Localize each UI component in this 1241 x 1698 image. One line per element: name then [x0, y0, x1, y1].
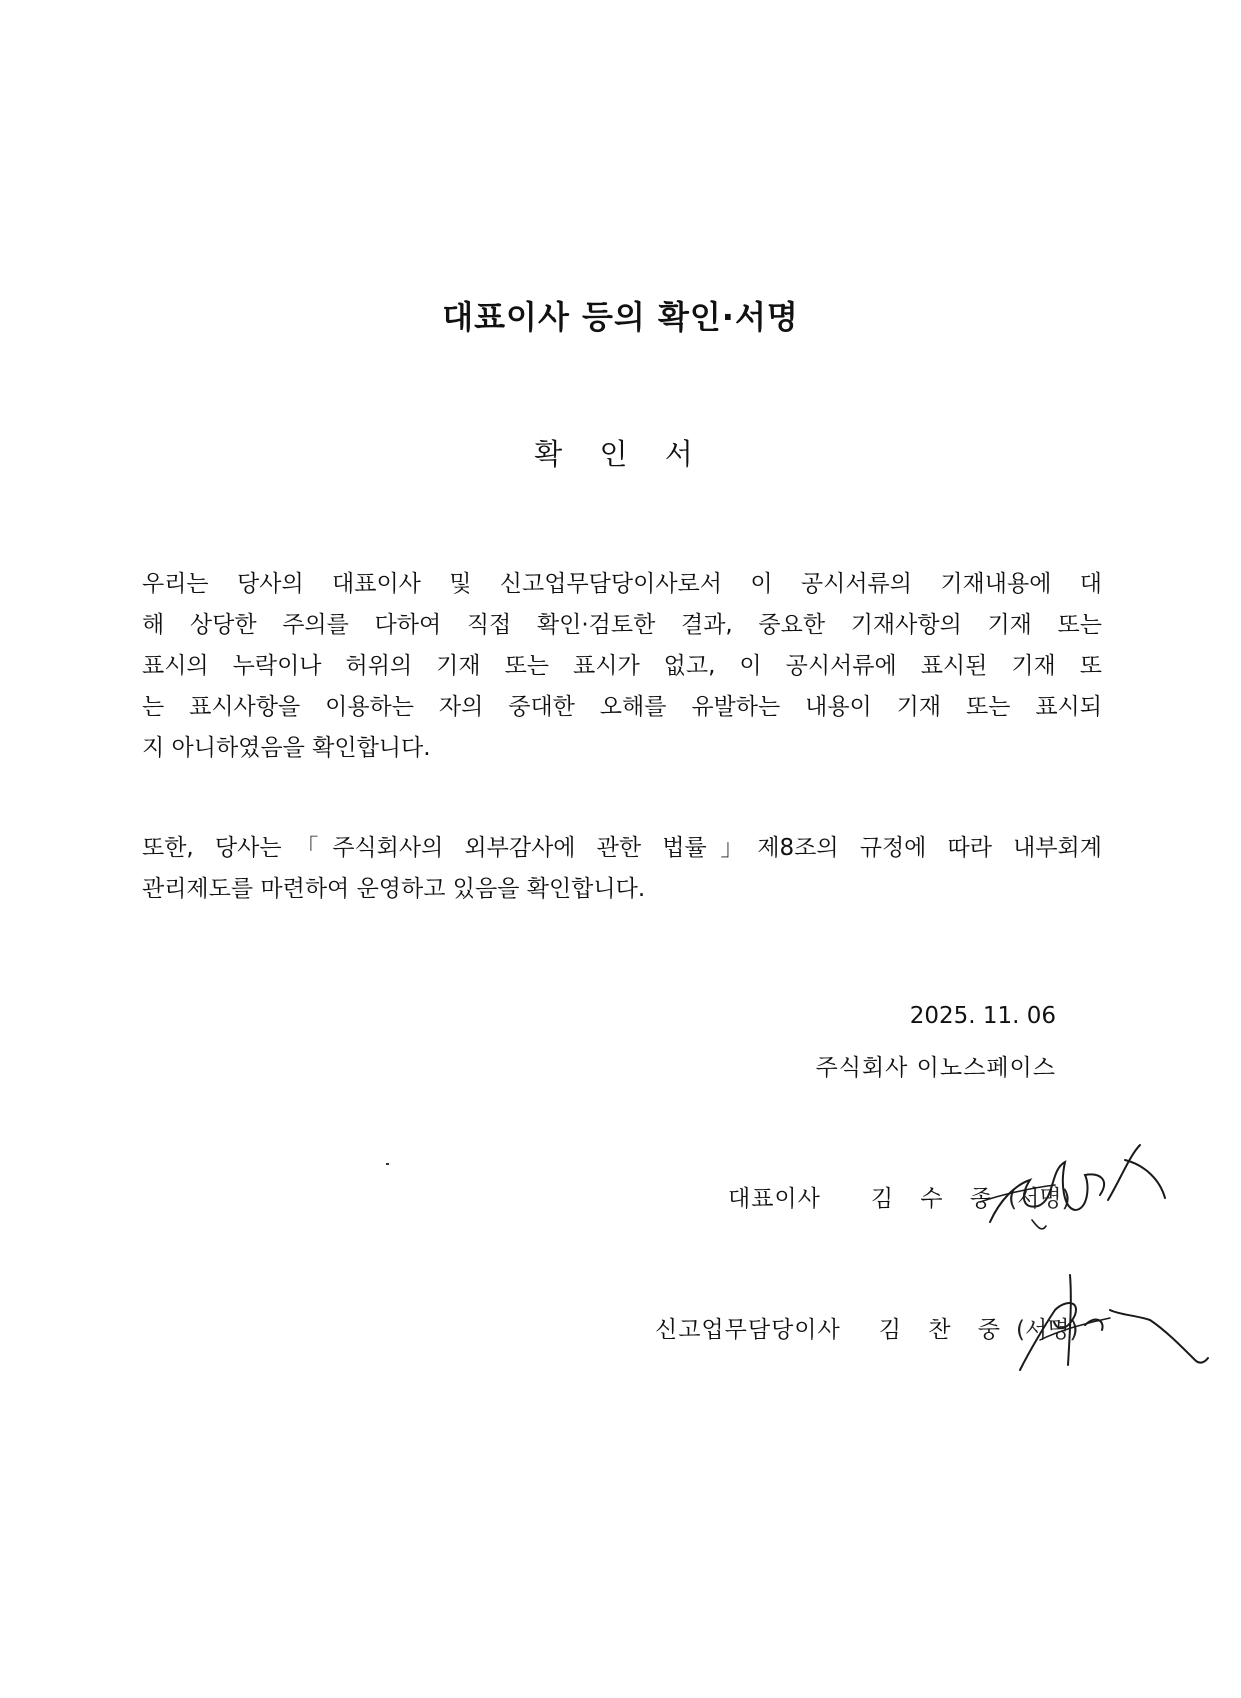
signer-name: 김 찬 중: [878, 1317, 1011, 1343]
document-date: 2025. 11. 06: [909, 1003, 1056, 1029]
paragraph-line: 는 표시사항을 이용하는 자의 중대한 오해를 유발하는 내용이 기재 또는 표시되: [142, 694, 1102, 720]
document-subtitle: 확 인 서: [534, 437, 707, 471]
paragraph-line: 표시의 누락이나 허위의 기재 또는 표시가 없고, 이 공시서류에 표시된 기재 또: [142, 653, 1102, 679]
internal-control-paragraph: [142, 828, 1102, 910]
page-title: 대표이사 등의 확인·서명: [442, 298, 799, 336]
signer-role: 신고업무담당이사: [655, 1317, 841, 1343]
signer-name: 김 수 종: [870, 1186, 1003, 1212]
signer-row-disclosure-officer: [655, 1311, 1078, 1344]
signature-placeholder: (서명): [1008, 1186, 1071, 1212]
company-name: 주식회사 이노스페이스: [815, 1055, 1056, 1081]
signature-placeholder: (서명): [1016, 1317, 1079, 1343]
signer-role: 대표이사: [728, 1186, 821, 1212]
paragraph-line: 해 상당한 주의를 다하여 직접 확인·검토한 결과, 중요한 기재사항의 기재 또는: [142, 612, 1102, 638]
signer-row-ceo: [728, 1180, 1071, 1213]
paragraph-line: 관리제도를 마련하여 운영하고 있음을 확인합니다.: [142, 876, 646, 902]
statement-paragraph: [142, 564, 1102, 769]
paragraph-line: 우리는 당사의 대표이사 및 신고업무담당이사로서 이 공시서류의 기재내용에 대: [142, 571, 1102, 597]
paragraph-line: 또한, 당사는「주식회사의 외부감사에 관한 법률」제8조의 규정에 따라 내부회계: [142, 835, 1102, 861]
paragraph-line: 지 아니하였음을 확인합니다.: [142, 735, 431, 761]
scan-speck: [386, 1163, 389, 1165]
